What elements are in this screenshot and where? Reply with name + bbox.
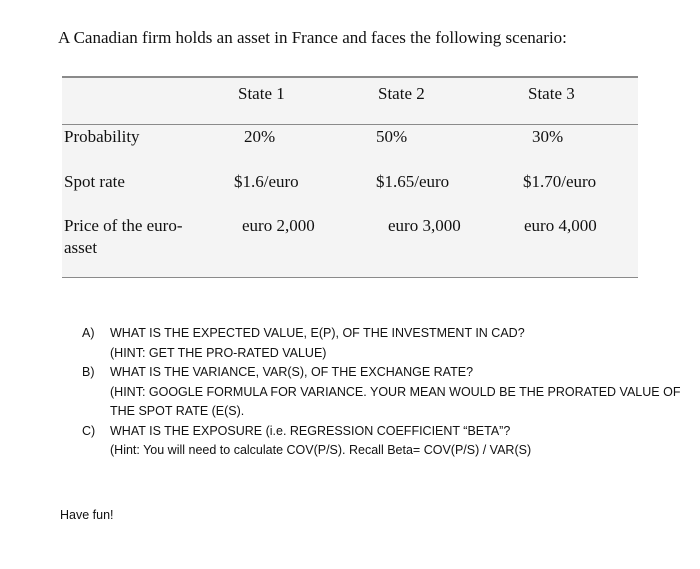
table-bottom-border	[62, 277, 638, 278]
question-c-hint: (Hint: You will need to calculate COV(P/S). Recall Beta= COV(P/S) / VAR(S)	[110, 443, 532, 457]
question-list	[82, 324, 682, 461]
header-state-3: State 3	[528, 84, 575, 103]
row-label-price: Price of the euro-asset	[64, 216, 183, 257]
cell-probability-3: 30%	[532, 127, 564, 146]
cell-spot-rate-2: $1.65/euro	[376, 172, 450, 191]
question-b-letter: B)	[82, 365, 95, 379]
header-state-2: State 2	[378, 84, 425, 103]
question-c-letter: C)	[82, 423, 96, 438]
question-c-text: WHAT IS THE EXPOSURE (i.e. REGRESSION COEFFICIENT “BETA”?	[110, 423, 511, 438]
cell-spot-rate-1: $1.6/euro	[234, 172, 299, 191]
question-b	[82, 363, 682, 383]
intro-text: A Canadian firm holds an asset in France and faces the following scenario:	[58, 28, 567, 47]
header-state-1: State 1	[238, 84, 285, 103]
cell-spot-rate-3: $1.70/euro	[523, 172, 597, 191]
cell-price-2: euro 3,000	[388, 216, 461, 235]
row-label-probability: Probability	[64, 127, 140, 146]
question-a-letter: A)	[82, 326, 95, 340]
cell-price-1: euro 2,000	[242, 216, 315, 235]
cell-probability-1: 20%	[244, 127, 276, 146]
header-divider	[62, 124, 638, 125]
question-b-hint: (HINT: GOOGLE FORMULA FOR VARIANCE. YOUR MEAN WOULD BE THE PRORATED VALUE OF THE SPOT RATE (E(S).	[110, 384, 681, 418]
footer-text: Have fun!	[60, 508, 114, 522]
question-a-text: WHAT IS THE EXPECTED VALUE, E(P), OF THE INVESTMENT IN CAD?	[110, 326, 525, 340]
cell-probability-2: 50%	[376, 127, 408, 146]
scenario-table	[62, 76, 638, 278]
question-b-text: WHAT IS THE VARIANCE, VAR(S), OF THE EXCHANGE RATE?	[110, 365, 474, 379]
question-c	[82, 422, 682, 442]
question-a-hint: (HINT: GET THE PRO-RATED VALUE)	[110, 345, 327, 360]
cell-price-3: euro 4,000	[524, 216, 597, 235]
question-a	[82, 324, 682, 344]
row-label-spot-rate: Spot rate	[64, 172, 125, 191]
